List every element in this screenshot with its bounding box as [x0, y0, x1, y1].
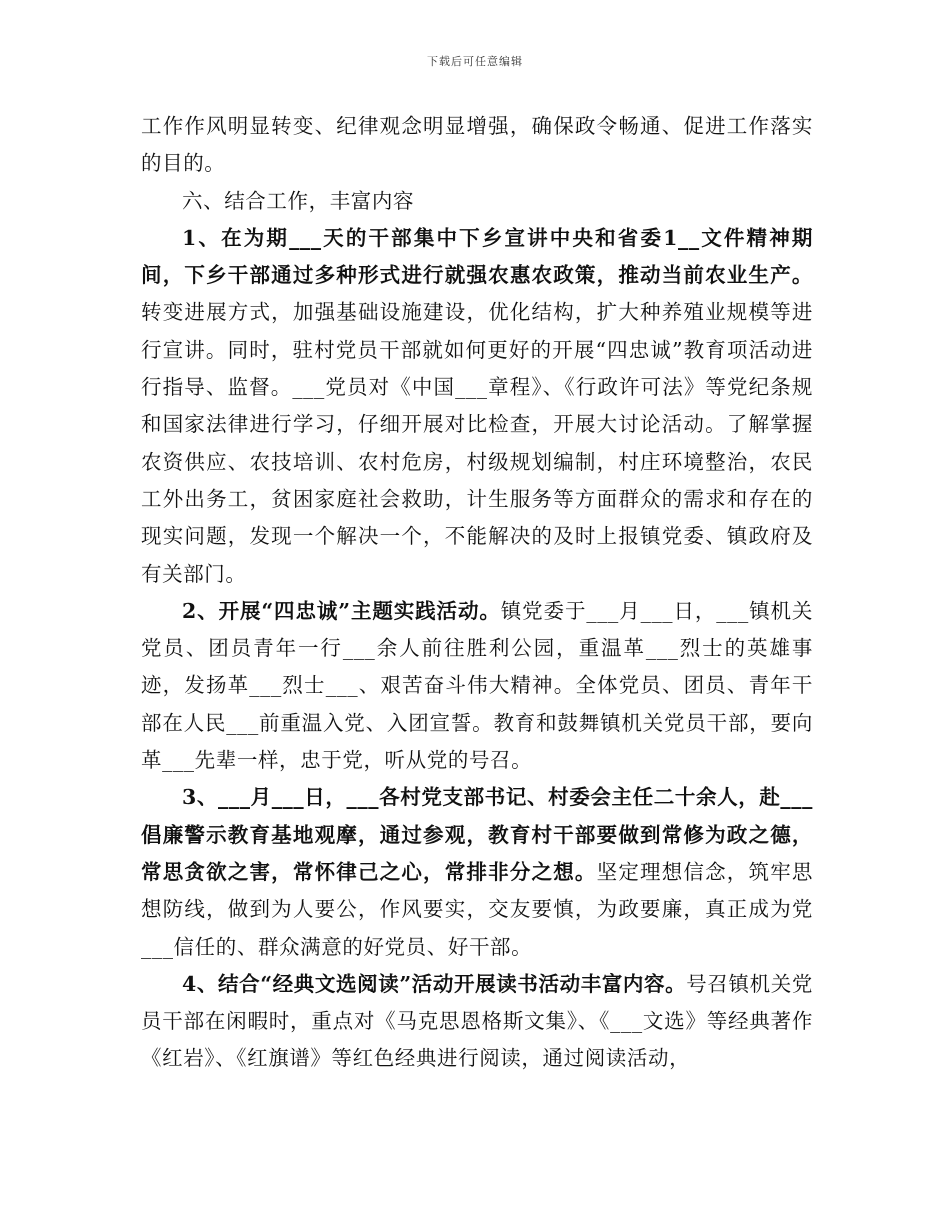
paragraph-item-3-body: 坚定理想信念，筑牢思想防线，做到为人要公，作风要实，交友要慎，为政要廉，真正成为党___信任的、群众满意的好党员、好干部。 — [141, 859, 813, 959]
page-header: 下载后可任意编辑 — [427, 55, 523, 68]
paragraph-item-4-body: 号召镇机关党员干部在闲暇时，重点对《马克思恩格斯文集》、《___文选》等经典著作《红岩》、《红旗谱》等红色经典进行阅读，通过阅读活动， — [141, 971, 813, 1071]
paragraph-item-4 — [141, 966, 813, 1078]
paragraph-item-1-body: 转变进展方式，加强基础设施建设，优化结构，扩大种养殖业规模等进行宣讲。同时，驻村党员干部就如何更好的开展“四忠诚”教育项活动进行指导、监督。___党员对《中国___章程》、《行政许可法》等党纪条规和国家法律进行学习，仔细开展对比检查，开展大讨论活动。了解掌握农资供应、农技培训、农村危房，村级规划编制，村庄环境整治，农民工外出务工，贫困家庭社会救助，计生服务等方面群众的需求和存在的现实问题，发现一个解决一个，不能解决的及时上报镇党委、镇政府及有关部门。 — [141, 300, 813, 586]
document-body — [141, 108, 813, 1078]
paragraph-item-3-lead: 3、___月___日，___各村党支部书记、村委会主任二十余人，赴___倡廉警示教育基地观摩，通过参观，教育村干部要做到常修为政之德，常思贪欲之害，常怀律己之心，常排非分之想。 — [141, 785, 813, 884]
paragraph-item-1-lead: 1、在为期___天的干部集中下乡宣讲中央和省委1__文件精神期间，下乡干部通过多种形式进行就强农惠农政策，推动当前农业生产。 — [141, 225, 813, 288]
paragraph-item-2-lead: 2、开展“四忠诚”主题实践活动。 — [182, 598, 501, 623]
paragraph-item-4-lead: 4、结合“经典文选阅读”活动开展读书活动丰富内容。 — [182, 971, 687, 996]
paragraph-continuation: 工作作风明显转变、纪律观念明显增强，确保政令畅通、促进工作落实的目的。 — [141, 114, 813, 176]
paragraph-item-2 — [141, 593, 813, 779]
paragraph-item-3 — [141, 779, 813, 965]
paragraph-item-1 — [141, 220, 813, 593]
section-heading: 六、结合工作，丰富内容 — [182, 188, 415, 213]
paragraph-item-2-body: 镇党委于___月___日，___镇机关党员、团员青年一行___余人前往胜利公园，重温革___烈士的英雄事迹，发扬革___烈士___、艰苦奋斗伟大精神。全体党员、团员、青年干部在人民___前重温入党、入团宣誓。教育和鼓舞镇机关党员干部，要向革___先辈一样，忠于党，听从党的号召。 — [141, 598, 813, 773]
